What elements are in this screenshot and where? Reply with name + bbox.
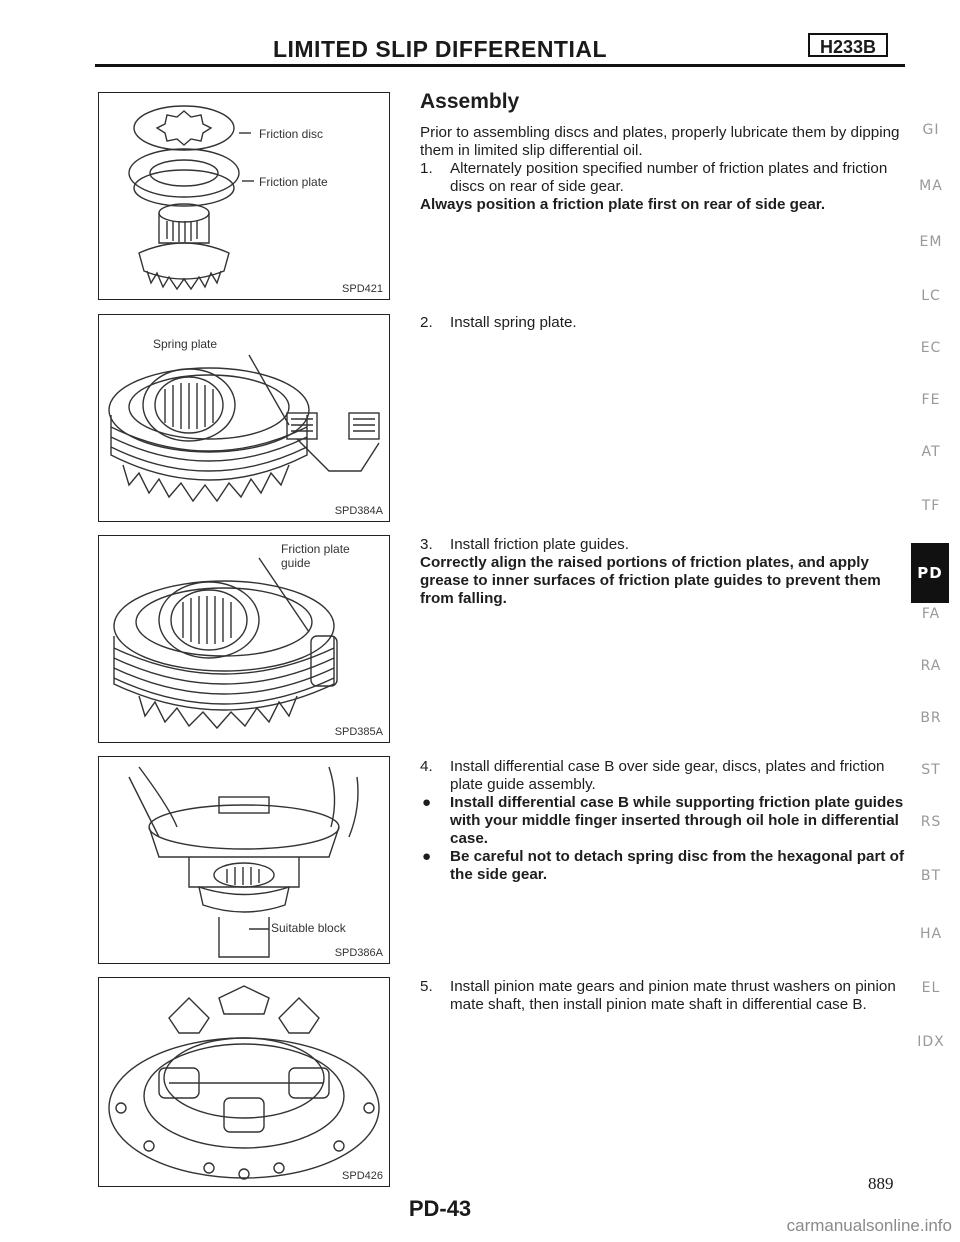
step-number: 3. <box>420 536 433 553</box>
step-text: Install spring plate. <box>450 314 577 331</box>
side-index-gi[interactable]: GI <box>922 122 940 138</box>
figure-friction-disc <box>98 92 390 300</box>
figure-pinion-mate-gears <box>98 977 390 1187</box>
side-index-em[interactable]: EM <box>919 234 943 250</box>
side-index-st[interactable]: ST <box>921 762 941 778</box>
figure-differential-case-b <box>98 756 390 964</box>
figure-code: SPD386A <box>334 947 383 959</box>
page-number: 889 <box>868 1174 894 1193</box>
callout-spring-plate: Spring plate <box>153 337 218 351</box>
side-index-fa[interactable]: FA <box>921 606 941 622</box>
page-code: PD-43 <box>408 1196 472 1221</box>
side-index-idx[interactable]: IDX <box>917 1034 945 1050</box>
step-number: 2. <box>420 314 433 331</box>
watermark: carmanualsonline.info <box>786 1216 952 1235</box>
step-number: 5. <box>420 978 433 995</box>
step-2 <box>420 314 910 332</box>
side-index-pd[interactable]: PD <box>911 543 949 603</box>
figure-code: SPD384A <box>334 505 383 517</box>
side-index-tf[interactable]: TF <box>921 498 941 514</box>
step-1 <box>420 160 910 196</box>
figure-code: SPD426 <box>342 1170 383 1182</box>
side-index-el[interactable]: EL <box>921 980 941 996</box>
step-number: 1. <box>420 160 433 177</box>
figure-code: SPD421 <box>342 283 383 295</box>
model-code-badge: H233B <box>808 33 888 57</box>
step-3 <box>420 536 910 608</box>
step-4-bullet: ● Install differential case B while supporting friction plate guides with your middle finger inserted through oil hole in differential case. <box>422 794 904 847</box>
callout-friction-plate: Friction plate <box>259 175 328 189</box>
step-text: Install differential case B over side gear, discs, plates and friction plate guide assembly. <box>450 758 885 793</box>
spring-plate-illustration <box>99 315 390 522</box>
side-index-br[interactable]: BR <box>920 710 942 726</box>
step-3-note: Correctly align the raised portions of friction plates, and apply grease to inner surfaces of friction plate guides to prevent them from falling. <box>420 554 881 607</box>
step-text: Install pinion mate gears and pinion mate thrust washers on pinion mate shaft, then install pinion mate shaft in differential case B. <box>450 978 896 1013</box>
side-index-rs[interactable]: RS <box>920 814 942 830</box>
side-index-ha[interactable]: HA <box>919 926 943 942</box>
callout-friction-disc: Friction disc <box>259 127 324 141</box>
side-index-ra[interactable]: RA <box>920 658 942 674</box>
assembly-section <box>420 90 910 214</box>
figure-friction-plate-guide <box>98 535 390 743</box>
step-4-bullet: ● Be careful not to detach spring disc from the hexagonal part of the side gear. <box>422 848 905 883</box>
differential-case-illustration <box>99 757 390 964</box>
pinion-mate-illustration <box>99 978 390 1187</box>
step-1-note: Always position a friction plate first on rear of side gear. <box>420 196 826 213</box>
figure-code: SPD385A <box>334 726 383 738</box>
side-index-at[interactable]: AT <box>921 444 941 460</box>
section-title: Assembly <box>420 90 520 113</box>
side-index-fe[interactable]: FE <box>921 392 941 408</box>
callout-guide: guide <box>281 556 311 570</box>
side-index-lc[interactable]: LC <box>921 288 941 304</box>
step-number: 4. <box>420 758 433 775</box>
callout-friction-plate: Friction plate <box>281 542 350 556</box>
step-text: Install friction plate guides. <box>450 536 629 553</box>
header-rule <box>95 64 905 67</box>
assembly-intro: Prior to assembling discs and plates, properly lubricate them by dipping them in limited slip differential oil. <box>420 124 900 159</box>
step-4 <box>420 758 910 884</box>
step-5 <box>420 978 910 1014</box>
side-index-ec[interactable]: EC <box>920 340 942 356</box>
friction-plate-guide-illustration <box>99 536 390 743</box>
figure-spring-plate <box>98 314 390 522</box>
side-index-bt[interactable]: BT <box>920 868 942 884</box>
callout-suitable-block: Suitable block <box>271 921 346 935</box>
friction-disc-illustration <box>99 93 390 300</box>
step-text: Alternately position specified number of friction plates and friction discs on rear of side gear. <box>450 160 888 195</box>
page-title: LIMITED SLIP DIFFERENTIAL <box>272 36 608 62</box>
side-index-ma[interactable]: MA <box>919 178 943 194</box>
